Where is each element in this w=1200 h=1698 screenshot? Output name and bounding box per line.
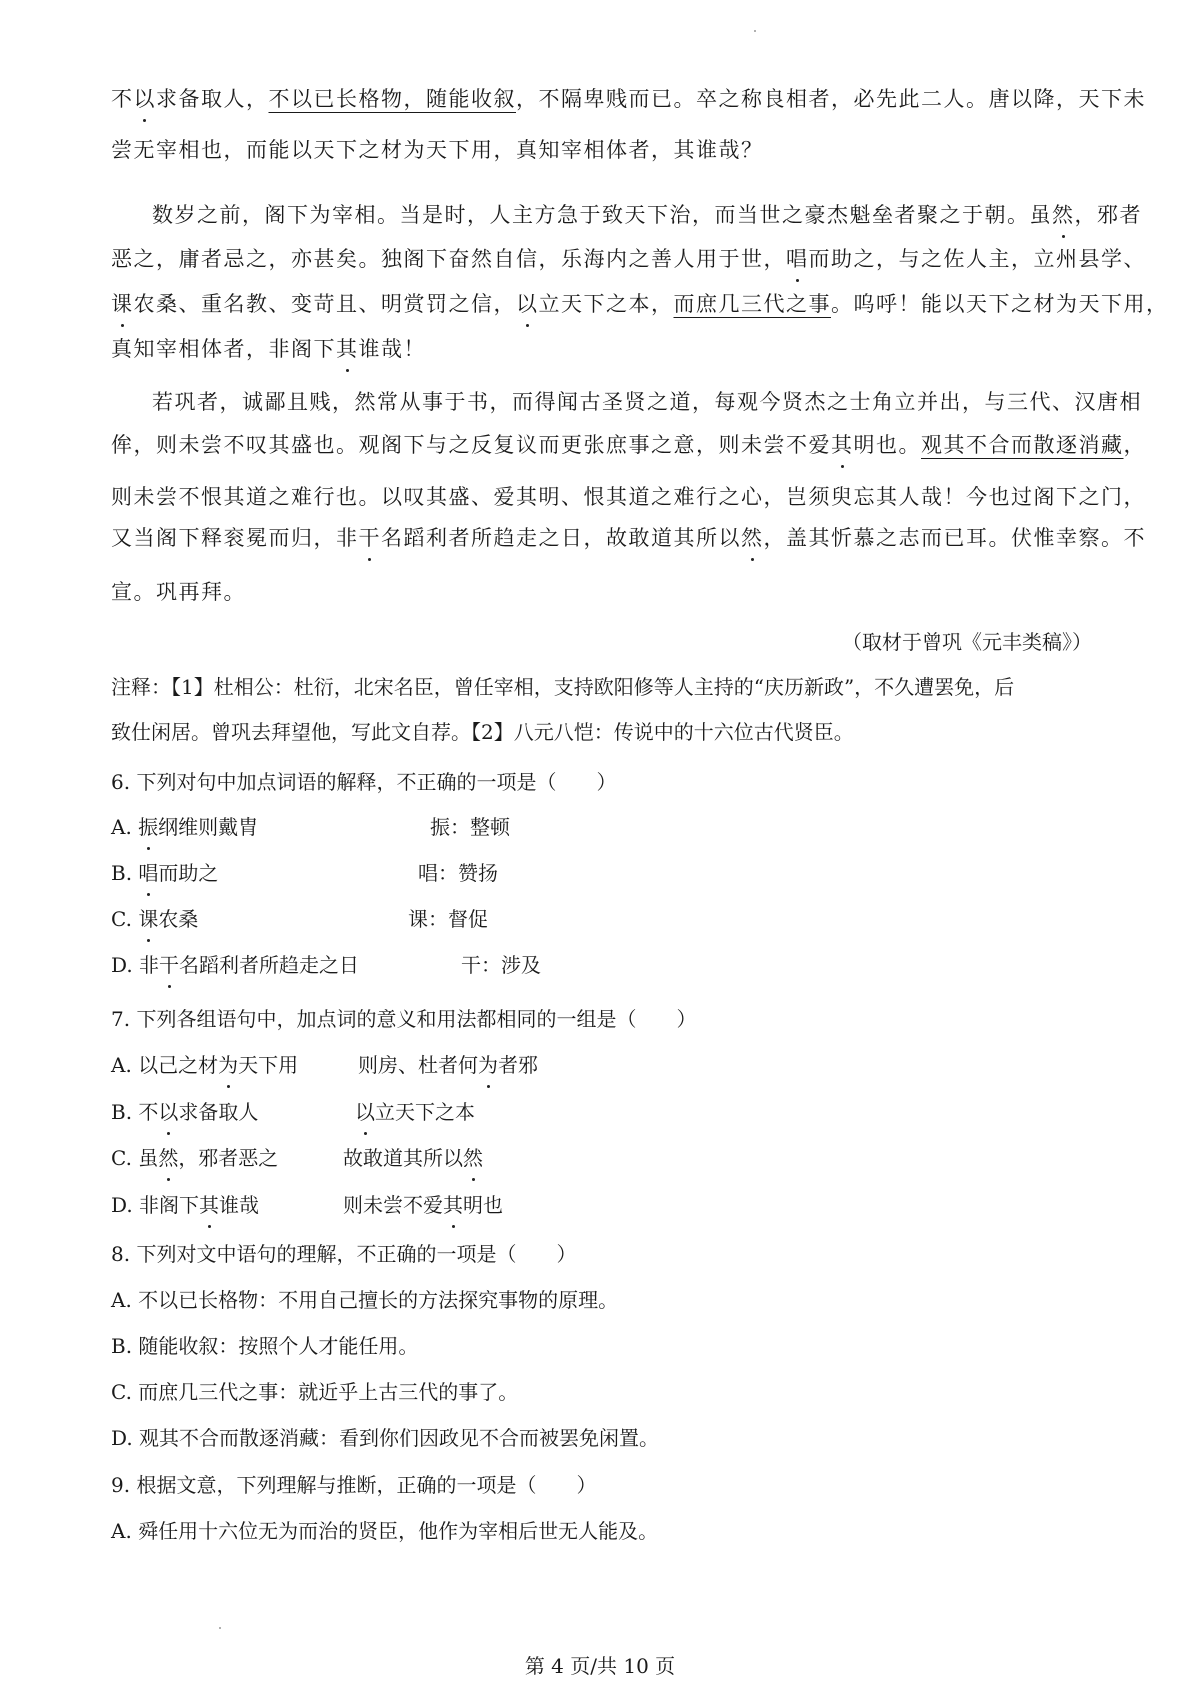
passage-line: 若巩者，诚鄙且贱，然常从事于书，而得闻古圣贤之道，每观今贤杰之士角立并出，与三代、汉唐相 xyxy=(152,390,1142,414)
page-number: 第 4 页/共 10 页 xyxy=(524,1654,676,1678)
passage-text: ， xyxy=(1123,433,1146,457)
option-letter: D. 非 xyxy=(111,953,160,977)
passage-line xyxy=(111,523,1146,553)
passage-line: 则未尝不恨其道之难行也。以叹其盛、爱其明、恨其道之难行之心，岂须臾忘其人哉！今也过阁下之门， xyxy=(111,485,1146,509)
option-text: ，邪者恶之 xyxy=(178,1146,279,1170)
q8-option-b: B. 随能收叙：按照个人才能任用。 xyxy=(111,1334,419,1358)
underlined-sentence: 观其不合而散逐消藏 xyxy=(921,433,1124,457)
passage-text: 谁哉！ xyxy=(358,337,426,361)
underlined-sentence: 而庶几三代之事 xyxy=(673,292,831,316)
passage-text: 不 xyxy=(111,87,134,111)
passage-text: 立天下之本， xyxy=(538,292,674,316)
passage-text: 侔，则未尝不叹其盛也。观阁下与之反复议而更张庶事之意，则未尝不爱 xyxy=(111,433,831,457)
q6-option-d-explanation: 干：涉及 xyxy=(461,953,541,977)
option-text: 者邪 xyxy=(498,1053,538,1077)
passage-text: 明也。 xyxy=(853,433,921,457)
option-text: 求备取人 xyxy=(178,1100,259,1124)
option-letter: A. xyxy=(111,815,139,839)
passage-line xyxy=(111,84,1146,114)
passage-line xyxy=(111,430,1146,460)
q6-option-c-explanation: 课：督促 xyxy=(408,907,488,931)
question-8-stem: 8. 下列对文中语句的理解，不正确的一项是（ ） xyxy=(111,1242,577,1266)
passage-line xyxy=(111,289,1169,319)
option-letter: B. xyxy=(111,861,139,885)
dotted-word: 干 xyxy=(159,950,179,980)
note-line: 致仕闲居。曾巩去拜望他，写此文自荐。【2】八元八恺：传说中的十六位古代贤臣。 xyxy=(111,720,854,744)
option-text: 故敢道其所以 xyxy=(343,1146,463,1170)
passage-text: ，邪者 xyxy=(1074,203,1142,227)
q7-option-c xyxy=(111,1143,278,1173)
q7-option-c-right xyxy=(343,1143,483,1173)
question-6-stem: 6. 下列对句中加点词语的解释，不正确的一项是（ ） xyxy=(111,770,617,794)
dotted-word: 以 xyxy=(134,84,157,114)
passage-text: ，盖其忻慕之志而已耳。伏惟幸察。不 xyxy=(763,526,1146,550)
dotted-word: 为 xyxy=(478,1050,498,1080)
source-citation: （取材于曾巩《元丰类稿》） xyxy=(842,630,1092,654)
q7-option-a xyxy=(111,1050,298,1080)
note-line: 注释：【1】杜相公：杜衍，北宋名臣，曾任宰相，支持欧阳修等人主持的“庆历新政”，不久遭罢免，后 xyxy=(111,675,1015,699)
option-text: 明也 xyxy=(463,1193,503,1217)
dotted-word: 振 xyxy=(138,812,158,842)
dotted-word: 唱 xyxy=(138,858,158,888)
q6-option-a-explanation: 振：整顿 xyxy=(430,815,510,839)
q6-option-c xyxy=(111,904,198,934)
q6-option-b xyxy=(111,858,218,888)
dotted-word: 然 xyxy=(463,1143,483,1173)
dotted-word: 其 xyxy=(443,1190,463,1220)
passage-text: 又当阁下释衮冕而归，非 xyxy=(111,526,359,550)
option-text: B. 不 xyxy=(111,1100,159,1124)
dotted-word: 以 xyxy=(355,1097,375,1127)
option-text: 天下用 xyxy=(238,1053,299,1077)
passage-text: ，不隔卑贱而已。卒之称良相者，必先此二人。唐以降，天下未 xyxy=(516,87,1146,111)
passage-line xyxy=(111,244,1146,274)
passage-text: 名蹈利者所趋走之日，故敢道其所以 xyxy=(381,526,741,550)
option-text: D. 非阁下 xyxy=(111,1193,200,1217)
q7-option-b xyxy=(111,1097,258,1127)
option-text: 农桑 xyxy=(158,907,199,931)
dotted-word: 课 xyxy=(111,289,134,319)
q6-option-d xyxy=(111,950,359,980)
q7-option-b-right xyxy=(355,1097,475,1127)
q8-option-c: C. 而庶几三代之事：就近乎上古三代的事了。 xyxy=(111,1380,519,1404)
passage-line: 宣。巩再拜。 xyxy=(111,580,246,604)
option-text: A. 以己之材 xyxy=(111,1053,219,1077)
underlined-sentence: 不以已长格物，随能收叙 xyxy=(268,87,516,111)
option-text: 名蹈利者所趋走之日 xyxy=(179,953,360,977)
dotted-word: 其 xyxy=(831,430,854,460)
option-text: 则未尝不爱 xyxy=(343,1193,443,1217)
q7-option-d-right xyxy=(343,1190,503,1220)
dotted-word: 其 xyxy=(199,1190,219,1220)
dotted-word: 然 xyxy=(741,523,764,553)
passage-text: 恶之，庸者忌之，亦甚矣。独阁下奋然自信，乐海内之善人用于世， xyxy=(111,247,786,271)
dotted-word: 然 xyxy=(1052,200,1075,230)
passage-text: 。呜呼！能以天下之材为天下用， xyxy=(831,292,1169,316)
option-text: 纲维则戴胄 xyxy=(158,815,259,839)
q7-option-a-right xyxy=(358,1050,538,1080)
q6-option-a xyxy=(111,812,258,842)
passage-text: 而助之，与之佐人主，立州县学、 xyxy=(808,247,1146,271)
dotted-word: 为 xyxy=(218,1050,238,1080)
passage-text: 数岁之前，阁下为宰相。当是时，人主方急于致天下治，而当世之豪杰魁垒者聚之于朝。虽 xyxy=(152,203,1052,227)
q6-option-b-explanation: 唱：赞扬 xyxy=(418,861,498,885)
q8-option-d: D. 观其不合而散逐消藏：看到你们因政见不合而被罢免闲置。 xyxy=(111,1426,660,1450)
option-text: C. 虽 xyxy=(111,1146,159,1170)
option-letter: C. xyxy=(111,907,139,931)
passage-line xyxy=(111,334,426,364)
dotted-word: 课 xyxy=(138,904,158,934)
passage-text: 求备取人， xyxy=(156,87,269,111)
q9-option-a: A. 舜任用十六位无为而治的贤臣，他作为宰相后世无人能及。 xyxy=(111,1519,659,1543)
dotted-word: 唱 xyxy=(786,244,809,274)
q8-option-a: A. 不以已长格物：不用自己擅长的方法探究事物的原理。 xyxy=(111,1288,619,1312)
scan-speck xyxy=(754,30,756,32)
dotted-word: 其 xyxy=(336,334,359,364)
option-text: 而助之 xyxy=(158,861,219,885)
dotted-word: 以 xyxy=(516,289,539,319)
option-text: 谁哉 xyxy=(219,1193,260,1217)
passage-text: 农桑、重名教、变苛且、明赏罚之信， xyxy=(133,292,516,316)
question-9-stem: 9. 根据文意，下列理解与推断，正确的一项是（ ） xyxy=(111,1473,597,1497)
passage-line xyxy=(152,200,1142,230)
dotted-word: 干 xyxy=(359,523,382,553)
question-7-stem: 7. 下列各组语句中，加点词的意义和用法都相同的一组是（ ） xyxy=(111,1007,697,1031)
option-text: 则房、杜者何 xyxy=(358,1053,478,1077)
option-text: 立天下之本 xyxy=(375,1100,475,1124)
passage-text: 真知宰相体者，非阁下 xyxy=(111,337,336,361)
dotted-word: 然 xyxy=(158,1143,178,1173)
q7-option-d xyxy=(111,1190,259,1220)
scan-speck xyxy=(219,1627,221,1629)
passage-line: 尝无宰相也，而能以天下之材为天下用，真知宰相体者，其谁哉？ xyxy=(111,138,764,162)
dotted-word: 以 xyxy=(158,1097,178,1127)
